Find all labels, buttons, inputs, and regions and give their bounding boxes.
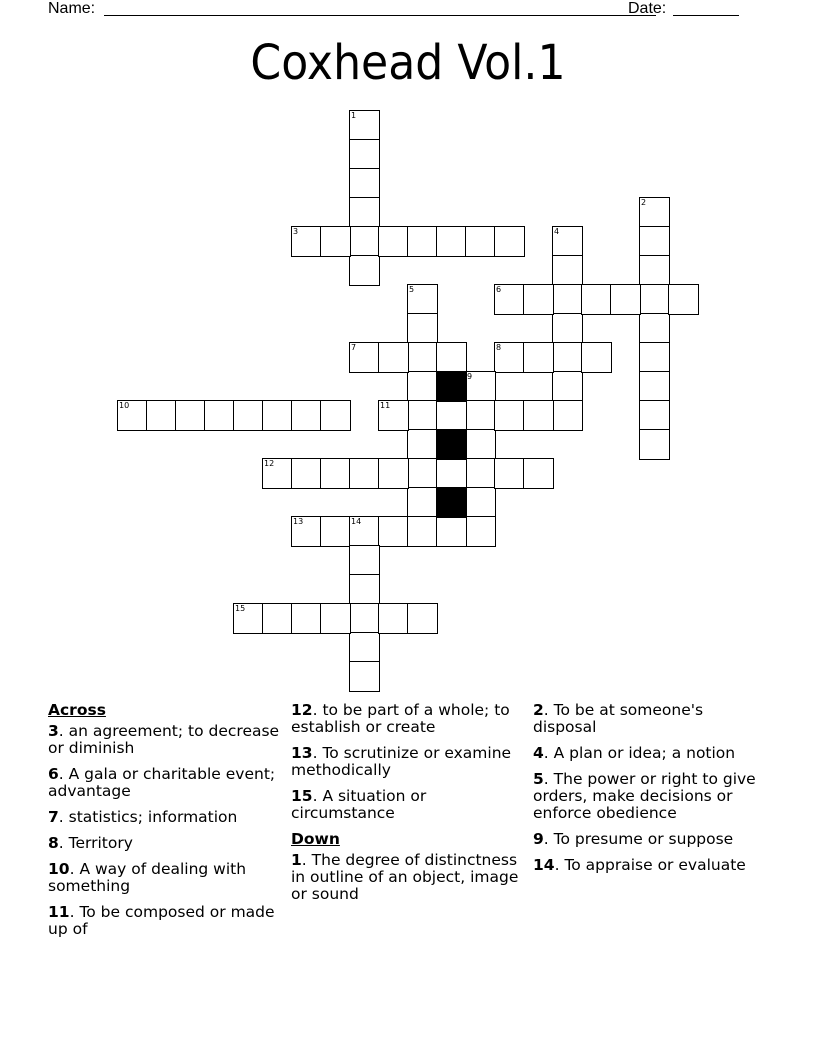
clue-text: To scrutinize or examine methodically [291,744,512,779]
clue-number: 14 [533,856,555,874]
puzzle-title: Coxhead Vol.1 [250,35,566,91]
grid-cell[interactable] [233,603,264,634]
grid-cell[interactable] [349,516,380,547]
grid-cell[interactable] [552,284,583,315]
grid-cell[interactable] [320,400,351,431]
cell-number: 13 [293,517,304,526]
grid-cell[interactable] [610,284,641,315]
grid-cell[interactable] [639,342,670,373]
clue-text: The degree of distinctness in outline of an object, image or sound [291,851,519,903]
clue-across-11: 11. To be composed or made up of [48,903,275,938]
grid-block [436,429,467,460]
grid-cell[interactable] [552,371,583,402]
clue-number: 2 [533,701,544,719]
grid-cell[interactable] [668,284,699,315]
clue-number: 3 [48,722,59,740]
grid-cell[interactable] [320,516,351,547]
clue-number: 7 [48,808,59,826]
clue-text: Territory [68,834,133,852]
clue-down-1: 1. The degree of distinctness in outline of an object, image or sound [291,851,519,903]
clue-across-13: 13. To scrutinize or examine methodically [291,744,512,779]
cell-number: 3 [293,227,299,236]
grid-cell[interactable] [523,284,554,315]
clue-number: 8 [48,834,59,852]
grid-cell[interactable] [465,487,496,518]
clue-text: A way of dealing with something [48,860,247,895]
cell-number: 2 [641,198,647,207]
cell-number: 9 [467,372,473,381]
clue-text: A gala or charitable event; advantage [48,765,276,800]
grid-cell[interactable] [349,168,380,199]
grid-cell[interactable] [320,603,351,634]
grid-cell[interactable] [436,342,467,373]
grid-cell[interactable] [639,400,670,431]
cell-number: 6 [496,285,502,294]
grid-cell[interactable] [465,429,496,460]
clue-number: 10 [48,860,70,878]
clue-text: an agreement; to decrease or diminish [48,722,280,757]
grid-cell[interactable] [349,661,380,692]
grid-cell[interactable] [465,458,496,489]
grid-cell[interactable] [407,487,438,518]
grid-cell[interactable] [465,371,496,402]
grid-cell[interactable] [639,255,670,286]
clue-across-6: 6. A gala or charitable event; advantage [48,765,276,800]
grid-cell[interactable] [639,197,670,228]
clue-number: 1 [291,851,302,869]
clue-number: 11 [48,903,70,921]
grid-cell[interactable] [349,139,380,170]
grid-cell[interactable] [494,458,525,489]
name-label: Name: [48,0,96,17]
grid-cell[interactable] [552,226,583,257]
grid-cell[interactable] [552,342,583,373]
grid-cell[interactable] [349,255,380,286]
cell-number: 11 [380,401,391,410]
clue-text: To presume or suppose [553,830,734,848]
name-field[interactable] [104,15,656,16]
grid-cell[interactable] [349,197,380,228]
grid-cell[interactable] [262,603,293,634]
clue-across-12: 12. to be part of a whole; to establish or create [291,701,510,736]
grid-cell[interactable] [291,458,322,489]
date-label: Date: [628,0,667,17]
clue-column-1 [48,702,280,947]
clue-text: A situation or circumstance [291,787,427,822]
grid-cell[interactable] [407,313,438,344]
grid-cell[interactable] [494,284,525,315]
grid-cell[interactable] [407,371,438,402]
grid-cell[interactable] [407,429,438,460]
clue-text: To be composed or made up of [48,903,275,938]
cell-number: 1 [351,111,357,120]
grid-cell[interactable] [233,400,264,431]
clue-number: 15 [291,787,313,805]
grid-block [436,371,467,402]
cell-number: 8 [496,343,502,352]
clue-down-4: 4. A plan or idea; a notion [533,744,736,762]
cell-number: 10 [119,401,130,410]
grid-cell[interactable] [349,458,380,489]
clue-column-2 [291,702,523,912]
clue-number: 5 [533,770,544,788]
grid-cell[interactable] [494,342,525,373]
grid-cell[interactable] [552,313,583,344]
grid-cell[interactable] [349,603,380,634]
grid-block [436,487,467,518]
clue-text: statistics; information [68,808,238,826]
clue-across-8: 8. Territory [48,834,133,852]
clue-down-2: 2. To be at someone's disposal [533,701,704,736]
clue-number: 13 [291,744,313,762]
clue-text: A plan or idea; a notion [553,744,736,762]
date-field[interactable] [673,15,739,16]
grid-cell[interactable] [378,400,409,431]
grid-cell[interactable] [436,226,467,257]
clue-number: 6 [48,765,59,783]
cell-number: 14 [351,517,362,526]
cell-number: 15 [235,604,246,613]
worksheet-header [48,0,748,22]
clue-down-9: 9. To presume or suppose [533,830,734,848]
down-heading: Down [291,830,340,848]
grid-cell[interactable] [436,458,467,489]
grid-cell[interactable] [349,226,380,257]
cell-number: 12 [264,459,275,468]
grid-cell[interactable] [378,226,409,257]
cell-number: 7 [351,343,357,352]
grid-cell[interactable] [320,458,351,489]
grid-cell[interactable] [552,255,583,286]
grid-cell[interactable] [407,603,438,634]
grid-cell[interactable] [262,400,293,431]
grid-cell[interactable] [494,226,525,257]
grid-cell[interactable] [436,400,467,431]
clue-across-10: 10. A way of dealing with something [48,860,247,895]
grid-cell[interactable] [378,603,409,634]
grid-cell[interactable] [378,458,409,489]
across-heading: Across [48,701,106,719]
grid-cell[interactable] [291,603,322,634]
grid-cell[interactable] [494,400,525,431]
grid-cell[interactable] [523,400,554,431]
clue-column-3 [533,702,765,883]
grid-cell[interactable] [378,516,409,547]
grid-cell[interactable] [639,313,670,344]
grid-cell[interactable] [349,110,380,141]
grid-cell[interactable] [523,342,554,373]
clue-number: 12 [291,701,313,719]
grid-cell[interactable] [291,516,322,547]
clue-text: To be at someone's disposal [533,701,704,736]
grid-cell[interactable] [581,342,612,373]
grid-cell[interactable] [175,400,206,431]
grid-cell[interactable] [552,400,583,431]
grid-cell[interactable] [407,342,438,373]
grid-cell[interactable] [465,400,496,431]
grid-cell[interactable] [291,226,322,257]
grid-cell[interactable] [639,284,670,315]
clue-number: 9 [533,830,544,848]
grid-cell[interactable] [349,632,380,663]
grid-cell[interactable] [349,342,380,373]
clue-across-3: 3. an agreement; to decrease or diminish [48,722,280,757]
grid-cell[interactable] [465,226,496,257]
grid-cell[interactable] [291,400,322,431]
grid-cell[interactable] [465,516,496,547]
clue-text: to be part of a whole; to establish or create [291,701,510,736]
grid-cell[interactable] [204,400,235,431]
grid-cell[interactable] [407,284,438,315]
cell-number: 5 [409,285,415,294]
grid-cell[interactable] [639,429,670,460]
clue-across-7: 7. statistics; information [48,808,238,826]
grid-cell[interactable] [262,458,293,489]
grid-cell[interactable] [407,516,438,547]
clue-across-15: 15. A situation or circumstance [291,787,427,822]
clue-down-14: 14. To appraise or evaluate [533,856,746,874]
grid-cell[interactable] [349,545,380,576]
clue-text: To appraise or evaluate [564,856,746,874]
grid-cell[interactable] [146,400,177,431]
grid-cell[interactable] [117,400,148,431]
grid-cell[interactable] [639,371,670,402]
grid-cell[interactable] [407,400,438,431]
grid-cell[interactable] [581,284,612,315]
clue-text: The power or right to give orders, make decisions or enforce obedience [533,770,756,822]
clue-number: 4 [533,744,544,762]
grid-cell[interactable] [639,226,670,257]
grid-cell[interactable] [349,574,380,605]
cell-number: 4 [554,227,560,236]
grid-cell[interactable] [378,342,409,373]
grid-cell[interactable] [523,458,554,489]
grid-cell[interactable] [436,516,467,547]
clue-down-5: 5. The power or right to give orders, make decisions or enforce obedience [533,770,756,822]
grid-cell[interactable] [320,226,351,257]
grid-cell[interactable] [407,458,438,489]
grid-cell[interactable] [407,226,438,257]
